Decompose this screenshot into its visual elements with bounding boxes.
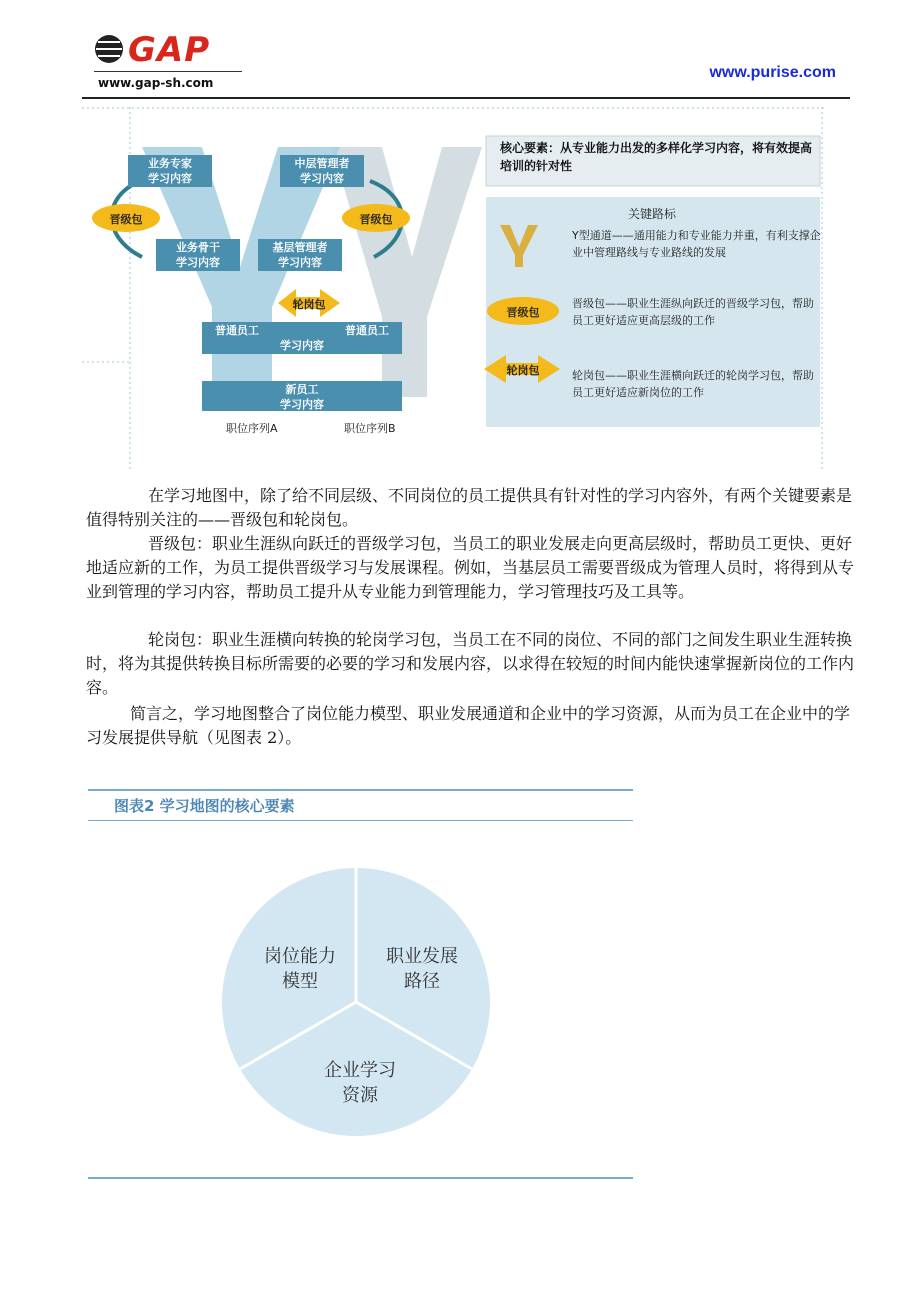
promotion-pack-right: 晋级包	[359, 213, 393, 226]
paragraph-summary	[86, 702, 856, 750]
learning-map-figure	[82, 107, 824, 471]
paragraph-rotation-text: 轮岗包：职业生涯横向转换的轮岗学习包，当员工在不同的岗位、不同的部门之间发生职业生涯转换时，将为其提供转换目标所需要的必要的学习和发展内容，以求得在较短的时间内能快速掌握新岗位的工作内容。	[86, 630, 855, 697]
fig2-top-rule	[88, 789, 633, 791]
box-base-manager-label: 基层管理者 学习内容	[272, 241, 328, 269]
core-element-title: 核心要素：从专业能力出发的多样化学习内容，将有效提高培训的针对性	[500, 141, 813, 173]
pie-label-career-path: 职业发展 路径	[386, 946, 458, 992]
fig2-title: 图表2 学习地图的核心要素	[114, 797, 295, 815]
paragraph-promotion-text: 晋级包：职业生涯纵向跃迁的晋级学习包，当员工的职业发展走向更高层级时，帮助员工更快、更好地适应新的工作，为员工提供晋级学习与发展课程。例如，当基层员工需要晋级成为管理人员时，将得到从专业到管理的学习内容，帮助员工提升从专业能力到管理能力，学习管理技巧及工具等。	[86, 534, 855, 601]
legend-promo-icon: 晋级包	[506, 306, 540, 319]
logo-divider	[94, 71, 242, 72]
header-divider	[82, 97, 850, 99]
gap-logo	[84, 26, 244, 94]
rotation-pack: 轮岗包	[292, 298, 326, 311]
paragraph-intro	[86, 484, 856, 532]
box-staff-b-label: 普通员工	[345, 324, 389, 337]
legend-rotation: 轮岗包——职业生涯横向跃迁的轮岗学习包，帮助员工更好适应新岗位的工作	[572, 369, 814, 399]
legend-y-channel: Y型通道——通用能力和专业能力并重，有利支撑企业中管理路线与专业路线的发展	[572, 229, 821, 259]
box-staff-content-label: 学习内容	[280, 339, 324, 352]
box-new-staff-label: 新员工 学习内容	[280, 383, 324, 411]
seq-a-label: 职位序列A	[226, 422, 278, 435]
box-staff-a-label: 普通员工	[215, 324, 259, 337]
pie-label-competency: 岗位能力 模型	[264, 946, 336, 992]
fig2-bottom-rule	[88, 1177, 633, 1179]
core-elements-pie	[216, 862, 496, 1146]
box-biz-expert-label: 业务专家 学习内容	[148, 157, 192, 185]
logo-url[interactable]: www.gap-sh.com	[98, 76, 214, 90]
logo-text: GAP	[128, 30, 211, 70]
paragraph-promotion	[86, 532, 856, 604]
paragraph-rotation	[86, 628, 856, 700]
site-url-link[interactable]: www.purise.com	[709, 64, 836, 81]
box-biz-backbone-label: 业务骨干 学习内容	[176, 241, 220, 269]
legend-promotion: 晋级包——职业生涯纵向跃迁的晋级学习包，帮助员工更好适应更高层级的工作	[572, 297, 814, 327]
globe-icon	[94, 32, 124, 66]
fig2-title-rule	[88, 820, 633, 821]
seq-b-label: 职位序列B	[344, 422, 396, 435]
paragraph-summary-text: 简言之，学习地图整合了岗位能力模型、职业发展通道和企业中的学习资源，从而为员工在企业中的学习发展提供导航（见图表 2）。	[86, 704, 851, 747]
paragraph-intro-text: 在学习地图中，除了给不同层级、不同岗位的员工提供具有针对性的学习内容外，有两个关键要素是值得特别关注的——晋级包和轮岗包。	[86, 486, 853, 529]
promotion-pack-left: 晋级包	[109, 213, 143, 226]
pie-label-learning-resource: 企业学习 资源	[324, 1060, 396, 1106]
legend-heading: 关键路标	[628, 207, 677, 221]
box-mid-manager-label: 中层管理者 学习内容	[294, 157, 350, 185]
legend-rot-icon: 轮岗包	[506, 364, 540, 377]
